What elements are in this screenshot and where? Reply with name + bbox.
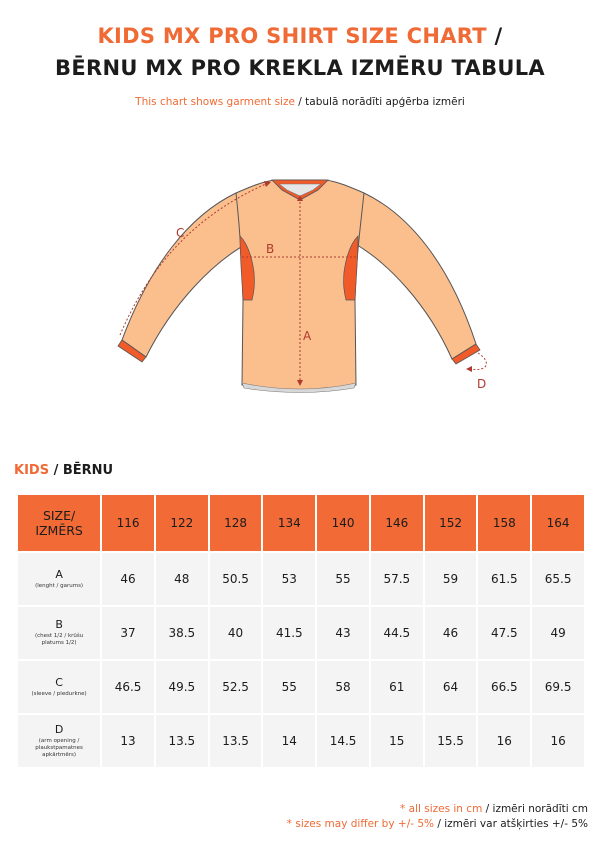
label-a: A: [303, 329, 312, 343]
shirt-diagram: [0, 160, 600, 400]
arrow-d-end: [466, 366, 472, 372]
table-cell: 14.5: [317, 715, 369, 767]
table-cell: 53: [263, 553, 315, 605]
page-title: KIDS MX PRO SHIRT SIZE CHART /: [97, 24, 503, 48]
table-cell: 65.5: [532, 553, 584, 605]
table-cell: 64: [425, 661, 477, 713]
label-c: C: [176, 226, 185, 240]
size-col: 128: [210, 495, 262, 551]
table-cell: 15.5: [425, 715, 477, 767]
table-cell: 44.5: [371, 607, 423, 659]
page-title-lv: BĒRNU MX PRO KREKLA IZMĒRU TABULA: [55, 56, 545, 80]
size-table: [16, 493, 586, 769]
right-sleeve: [352, 193, 476, 359]
table-cell: 47.5: [478, 607, 530, 659]
size-col: 140: [317, 495, 369, 551]
row-label: B (chest 1/2 / krūšu platums 1/2): [18, 607, 100, 659]
table-cell: 41.5: [263, 607, 315, 659]
table-cell: 46: [102, 553, 154, 605]
row-label: A (lenght / garums): [18, 553, 100, 605]
row-label: D (arm opening / plaukstpamatnes apkārtmērs): [18, 715, 100, 767]
size-col: 116: [102, 495, 154, 551]
table-cell: 61: [371, 661, 423, 713]
label-b: B: [266, 242, 275, 256]
table-cell: 55: [263, 661, 315, 713]
table-cell: 66.5: [478, 661, 530, 713]
table-cell: 55: [317, 553, 369, 605]
size-col: 152: [425, 495, 477, 551]
table-cell: 48: [156, 553, 208, 605]
label-d: D: [477, 377, 487, 391]
size-col: 164: [532, 495, 584, 551]
table-cell: 13.5: [210, 715, 262, 767]
section-label: KIDS / BĒRNU: [14, 463, 114, 478]
table-cell: 13.5: [156, 715, 208, 767]
table-cell: 58: [317, 661, 369, 713]
note-sizes-cm: * all sizes in cm / izmēri norādīti cm: [400, 803, 588, 815]
table-cell: 50.5: [210, 553, 262, 605]
table-cell: 49: [532, 607, 584, 659]
table-cell: 49.5: [156, 661, 208, 713]
table-cell: 38.5: [156, 607, 208, 659]
table-row: [18, 607, 584, 659]
size-col: 158: [478, 495, 530, 551]
table-cell: 59: [425, 553, 477, 605]
table-cell: 15: [371, 715, 423, 767]
table-cell: 16: [478, 715, 530, 767]
subtitle: This chart shows garment size / tabulā norādīti apģērba izmēri: [135, 96, 465, 108]
table-cell: 16: [532, 715, 584, 767]
table-cell: 13: [102, 715, 154, 767]
size-col: 122: [156, 495, 208, 551]
size-header-label: SIZE/ IZMĒRS: [18, 495, 100, 551]
table-row: [18, 715, 584, 767]
table-cell: 61.5: [478, 553, 530, 605]
size-col: 134: [263, 495, 315, 551]
table-cell: 52.5: [210, 661, 262, 713]
row-label: C (sleeve / piedurkne): [18, 661, 100, 713]
table-cell: 69.5: [532, 661, 584, 713]
table-cell: 46.5: [102, 661, 154, 713]
size-col: 146: [371, 495, 423, 551]
measure-d-line: [470, 353, 486, 370]
size-header-row: [18, 495, 584, 551]
table-cell: 43: [317, 607, 369, 659]
table-cell: 57.5: [371, 553, 423, 605]
table-cell: 37: [102, 607, 154, 659]
table-row: [18, 661, 584, 713]
table-cell: 40: [210, 607, 262, 659]
left-sleeve: [122, 193, 250, 357]
table-row: [18, 553, 584, 605]
note-size-tolerance: * sizes may differ by +/- 5% / izmēri var atšķirties +/- 5%: [286, 818, 588, 830]
table-cell: 46: [425, 607, 477, 659]
table-cell: 14: [263, 715, 315, 767]
